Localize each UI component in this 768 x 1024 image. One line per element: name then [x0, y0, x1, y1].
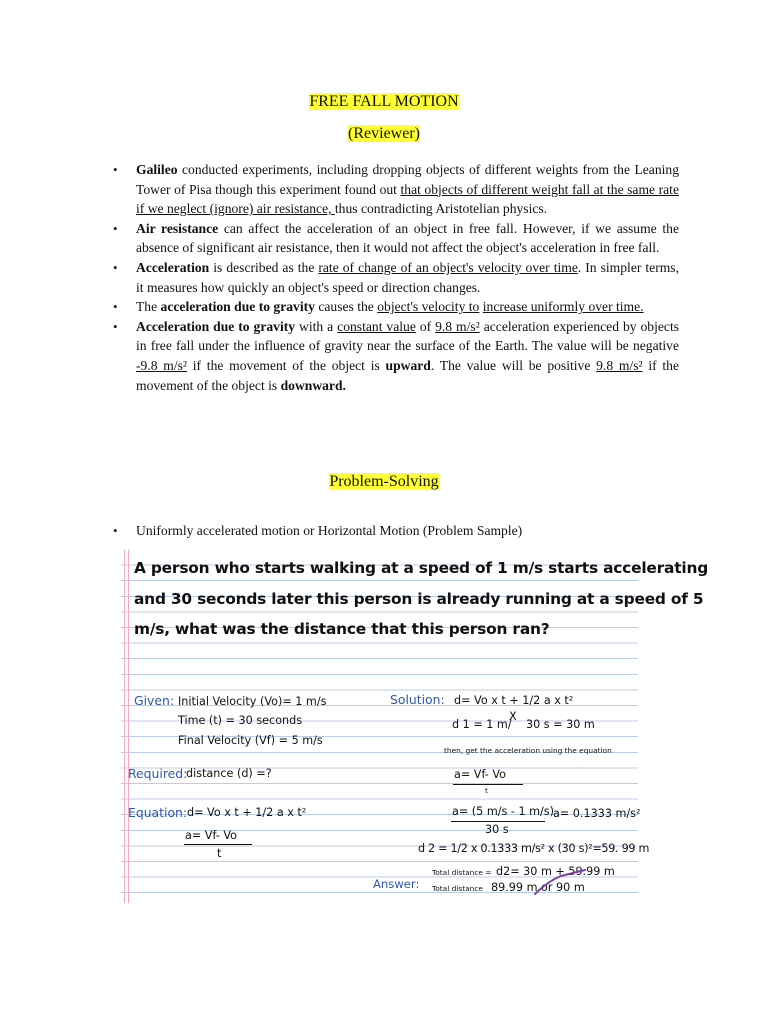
solution-2-left: d 1 = 1 m/	[452, 718, 512, 731]
solution-2-x: X	[509, 710, 517, 723]
solution-note: then, get the acceleration using the equation	[444, 746, 612, 755]
solution-4-bar	[451, 821, 545, 822]
page-title	[0, 93, 768, 111]
total-2-label: Total distance	[432, 884, 483, 893]
equation-2-den: t	[217, 847, 222, 860]
total-1-label: Total distance =	[432, 868, 492, 877]
pen-mark-icon	[531, 868, 591, 898]
solution-4-result: a= 0.1333 m/s²	[553, 807, 641, 820]
given-3: Final Velocity (Vf) = 5 m/s	[178, 734, 323, 747]
question-line-3: m/s, what was the distance that this person ran?	[134, 620, 550, 638]
list-item: • Uniformly accelerated motion or Horizontal Motion (Problem Sample)	[113, 521, 679, 541]
equation-2-bar	[184, 844, 252, 845]
total-1-value: d2= 30 m + 59.99 m	[496, 865, 615, 878]
total-2-value: 89.99 m or 90 m	[491, 881, 585, 894]
question-line-2: and 30 seconds later this person is already running at a speed of 5	[134, 590, 704, 608]
solution-2-right: 30 s = 30 m	[526, 718, 595, 731]
reviewer-list	[113, 160, 679, 395]
section-title	[0, 473, 768, 491]
solution-label: Solution:	[390, 692, 445, 707]
list-item: • The acceleration due to gravity causes the object's velocity to increase uniformly over time.	[113, 297, 679, 317]
equation-2-num: a= Vf- Vo	[185, 829, 237, 842]
list-item: • Acceleration due to gravity with a constant value of 9.8 m/s² acceleration experienced by objects in free fall under the influence of gravity near the surface of the Earth. The value will be negative -9.8 m/s² if the movement of the object is upward. The value will be positive 9.8 m/s² if the movement of the object is downward.	[113, 317, 679, 395]
given-label: Given:	[134, 693, 175, 708]
given-1: Initial Velocity (Vo)= 1 m/s	[178, 695, 327, 708]
equation-label: Equation:	[128, 805, 188, 820]
list-item: • Galileo conducted experiments, including dropping objects of different weights from the Leaning Tower of Pisa though this experiment found out that objects of different weight fall at the same rate if we neglect (ignore) air resistance, thus contradicting Aristotelian physics.	[113, 160, 679, 219]
list-item: • Acceleration is described as the rate of change of an object's velocity over time. In simpler terms, it measures how quickly an object's speed or direction changes.	[113, 258, 679, 297]
solution-3-num: a= Vf- Vo	[454, 768, 506, 781]
notebook-image	[121, 550, 709, 903]
page-subtitle	[0, 125, 768, 143]
solution-5: d 2 = 1/2 x 0.1333 m/s² x (30 s)²=59. 99 m	[418, 842, 650, 855]
solution-3-den: t	[485, 786, 488, 795]
given-2: Time (t) = 30 seconds	[178, 714, 303, 727]
solution-1: d= Vo x t + 1/2 a x t²	[454, 694, 574, 707]
list-item: • Air resistance can affect the acceleration of an object in free fall. However, if we assume the absence of significant air resistance, then it would not affect the object's acceleration in free fall.	[113, 219, 679, 258]
answer-label: Answer:	[373, 877, 420, 891]
problem-list	[113, 521, 679, 541]
solution-4-num: a= (5 m/s - 1 m/s)	[452, 805, 555, 818]
required-value: distance (d) =?	[186, 767, 272, 780]
equation-1: d= Vo x t + 1/2 a x t²	[187, 806, 307, 819]
question-line-1: A person who starts walking at a speed of 1 m/s starts accelerating	[134, 559, 709, 577]
subtitle-text: (Reviewer)	[348, 125, 420, 142]
title-text: FREE FALL MOTION	[309, 93, 459, 110]
solution-4-den: 30 s	[485, 823, 509, 836]
solution-3-bar	[453, 784, 523, 785]
required-label: Required:	[128, 766, 188, 781]
section-title-text: Problem-Solving	[329, 473, 439, 490]
